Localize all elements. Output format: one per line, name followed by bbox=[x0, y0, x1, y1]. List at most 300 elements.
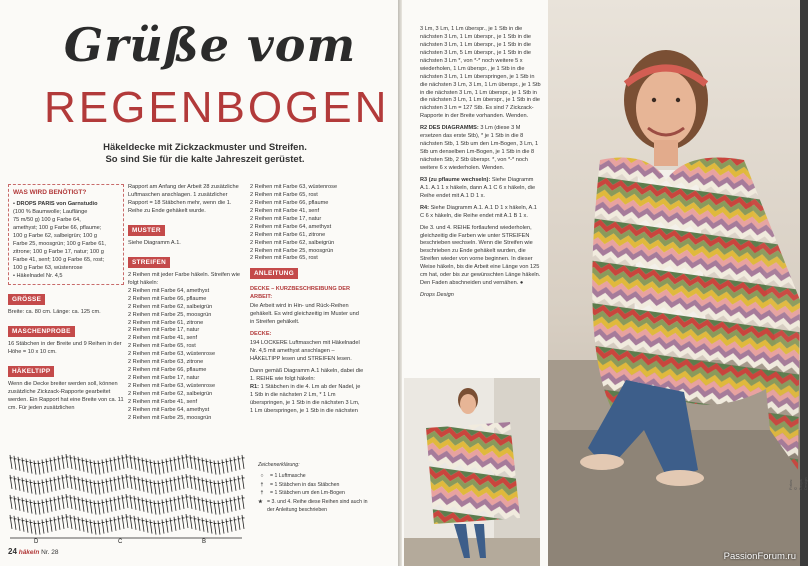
stitch-symbol bbox=[46, 459, 48, 473]
stitch-symbol bbox=[174, 477, 176, 491]
stripe-row: 2 Reihen mit Farbe 64, amethyst bbox=[128, 406, 210, 413]
page-footer-left bbox=[8, 547, 58, 556]
stitch-symbol bbox=[234, 497, 236, 511]
stripe-row: 2 Reihen mit Farbe 65, rost bbox=[250, 255, 318, 262]
stitch-symbol bbox=[102, 460, 104, 474]
stitch-symbol bbox=[194, 496, 196, 510]
stitch-symbol bbox=[98, 501, 100, 515]
stitch-symbol bbox=[38, 481, 40, 495]
stitch-symbol bbox=[154, 481, 156, 495]
stitch-symbol bbox=[174, 497, 176, 511]
chart-repeat-label: B bbox=[202, 539, 207, 545]
stitch-symbol bbox=[222, 520, 224, 534]
stripe-row: 2 Reihen mit Farbe 63, zitrone bbox=[128, 359, 204, 366]
column-materials bbox=[8, 184, 124, 416]
stitch-symbol bbox=[170, 458, 172, 472]
stripe-row: 2 Reihen mit Farbe 66, pflaume bbox=[250, 199, 329, 206]
stitch-symbol bbox=[118, 516, 120, 530]
chain-icon: ○ bbox=[260, 472, 264, 479]
materials-line: (100 % Baumwolle; Lauflänge bbox=[13, 209, 88, 216]
stitch-symbol bbox=[234, 477, 236, 491]
stitch-symbol bbox=[226, 499, 228, 513]
stitch-symbol bbox=[186, 474, 188, 488]
stitch-symbol bbox=[70, 455, 72, 469]
stitch-symbol bbox=[46, 479, 48, 493]
stitch-symbol bbox=[138, 457, 140, 471]
stitch-symbol bbox=[94, 521, 96, 535]
row4-label: R4: bbox=[420, 204, 430, 211]
stitch-symbol bbox=[114, 517, 116, 531]
stripe-row: 2 Reihen mit Farbe 63, wüstenrose bbox=[128, 383, 216, 389]
dann-text: Dann gemäß Diagramm A.1 häkeln, dabei die 1. REIHE wie folgt häkeln: bbox=[250, 367, 364, 382]
stitch-symbol bbox=[18, 477, 20, 491]
materials-line: zitrone; 100 g Farbe 17, natur; 100 g bbox=[13, 248, 104, 255]
stitch-symbol bbox=[70, 475, 72, 489]
stitch-symbol bbox=[154, 521, 156, 535]
section-groesse: GRÖSSE bbox=[8, 294, 45, 305]
materials-line: 75 m/50 g) 100 g Farbe 64, bbox=[13, 217, 81, 224]
stitch-symbol bbox=[178, 456, 180, 470]
stitch-symbol bbox=[90, 460, 92, 474]
stitch-symbol bbox=[190, 515, 192, 529]
stitch-symbol bbox=[214, 521, 216, 535]
stitch-symbol bbox=[106, 499, 108, 513]
title-main: REGENBOGEN bbox=[44, 83, 390, 132]
yarn-name: DROPS PARIS von Garnstudio bbox=[16, 201, 98, 208]
stitch-symbol bbox=[78, 517, 80, 531]
stitch-symbol bbox=[26, 479, 28, 493]
section-haekeltipp: HÄKELTIPP bbox=[8, 366, 54, 377]
stitch-symbol bbox=[26, 519, 28, 533]
stitch-symbol bbox=[226, 459, 228, 473]
stitch-symbol bbox=[142, 458, 144, 472]
stitch-symbol bbox=[230, 478, 232, 492]
stitch-symbol bbox=[102, 480, 104, 494]
stitch-symbol bbox=[182, 495, 184, 509]
stitch-symbol bbox=[202, 498, 204, 512]
stitch-symbol bbox=[106, 519, 108, 533]
stitch-symbol bbox=[162, 520, 164, 534]
stripe-row: 2 Reihen mit Farbe 17, natur bbox=[128, 327, 200, 334]
stitch-symbol bbox=[98, 481, 100, 495]
stitch-symbol bbox=[190, 455, 192, 469]
issue-number: Nr. 28 bbox=[41, 549, 59, 556]
materials-hook: • Häkelnadel Nr. 4,5 bbox=[13, 272, 63, 279]
stitch-symbol bbox=[122, 515, 124, 529]
stitch-symbol bbox=[130, 475, 132, 489]
stitch-symbol bbox=[54, 497, 56, 511]
stitch-symbol bbox=[118, 476, 120, 490]
stitch-symbol bbox=[198, 477, 200, 491]
stripe-row: 2 Reihen mit Farbe 64, amethyst bbox=[250, 223, 332, 230]
stitch-symbol bbox=[158, 461, 160, 475]
stitch-symbol bbox=[214, 461, 216, 475]
row1-instruction bbox=[250, 384, 364, 416]
stitch-symbol bbox=[54, 517, 56, 531]
stitch-symbol bbox=[142, 518, 144, 532]
rapport-text: Rapport am Anfang der Arbeit 28 zusätzliche Luftmaschen anschlagen. 1 zusätzlicher Rapport = 18 Stäbchen mehr, wenn die 1. Reihe zu Ende gehäkelt wurde. bbox=[128, 184, 239, 214]
stitch-symbol bbox=[42, 460, 44, 474]
stitch-symbol bbox=[154, 501, 156, 515]
page-number: 24 bbox=[8, 547, 17, 556]
row4-text: Siehe Diagramm A.1. A.1 D 1 x häkeln, A.1 C 6 x häkeln, die Reihe endet mit A.1 B 1 x. bbox=[420, 204, 537, 219]
stripe-row: 2 Reihen mit Farbe 25, moosgrün bbox=[250, 247, 334, 254]
materials-title: WAS WIRD BENÖTIGT? bbox=[13, 189, 87, 196]
row4-instruction bbox=[420, 205, 542, 221]
stitch-symbol bbox=[206, 479, 208, 493]
stitch-symbol bbox=[162, 480, 164, 494]
stitch-symbol bbox=[102, 520, 104, 534]
stitch-symbol bbox=[170, 498, 172, 512]
muster-text: Siehe Diagramm A.1. bbox=[128, 239, 181, 246]
stitch-symbol bbox=[94, 481, 96, 495]
stitch-symbol bbox=[10, 495, 12, 509]
stitch-symbol bbox=[214, 501, 216, 515]
stitch-symbol bbox=[102, 500, 104, 514]
stitch-symbol bbox=[50, 498, 52, 512]
stitch-symbol bbox=[206, 499, 208, 513]
stitch-symbol bbox=[82, 498, 84, 512]
stripe-row: 2 Reihen mit Farbe 61, zitrone bbox=[128, 319, 204, 326]
stitch-symbol bbox=[138, 477, 140, 491]
stitch-symbol bbox=[146, 519, 148, 533]
haekeltipp-text: Wenn die Decke breiter werden soll, können zusätzliche Zickzack-Rapporte gearbeitet werden. Ein Rapport hat eine Breite von ca. 11 cm. Für jeden zusätzlichen bbox=[8, 380, 124, 411]
stitch-symbol bbox=[138, 517, 140, 531]
stitch-symbol bbox=[34, 501, 36, 515]
stitch-symbol bbox=[126, 494, 128, 508]
maschenprobe-text: 16 Stäbchen in der Breite und 9 Reihen in der Höhe = 10 x 10 cm. bbox=[8, 340, 122, 355]
stitch-symbol bbox=[238, 456, 240, 470]
stitch-symbol bbox=[110, 478, 112, 492]
stitch-symbol bbox=[150, 460, 152, 474]
stitch-symbol bbox=[166, 479, 168, 493]
stripe-row: 2 Reihen mit Farbe 63, wüstenrose bbox=[250, 184, 338, 190]
materials-line: 100 g Farbe 62, salbeigrün; 100 g bbox=[13, 232, 97, 239]
stripe-row: 2 Reihen mit Farbe 66, pflaume bbox=[128, 367, 207, 374]
stitch-symbol bbox=[34, 461, 36, 475]
right-page bbox=[402, 0, 808, 566]
stitch-symbol bbox=[130, 515, 132, 529]
stripe-row: 2 Reihen mit Farbe 65, rost bbox=[128, 343, 196, 350]
stitch-symbol bbox=[130, 455, 132, 469]
stitch-symbol bbox=[146, 499, 148, 513]
legend-item bbox=[258, 482, 368, 490]
decke-short-heading: DECKE – KURZBESCHREIBUNG DER ARBEIT: bbox=[250, 286, 351, 301]
stitch-symbol bbox=[138, 497, 140, 511]
stitch-symbol bbox=[182, 515, 184, 529]
stripe-row: 2 Reihen mit Farbe 62, salbeigrün bbox=[250, 239, 335, 246]
stitch-symbol bbox=[18, 497, 20, 511]
photo-woman-holding-blanket bbox=[404, 378, 540, 566]
stitch-symbol bbox=[70, 515, 72, 529]
stitch-symbol bbox=[186, 454, 188, 468]
stitch-symbol bbox=[134, 496, 136, 510]
stitch-symbol bbox=[186, 494, 188, 508]
crochet-chart bbox=[6, 446, 252, 544]
row3-text: Siehe Diagramm A.1. A.1 1 x häkeln, dann A.1 C 6 x häkeln, die Reihe endet mit A.1 D 1 x. bbox=[420, 176, 536, 199]
magazine-name: häkeln bbox=[18, 549, 40, 556]
stitch-symbol bbox=[142, 478, 144, 492]
stitch-symbol bbox=[98, 521, 100, 535]
stitch-symbol bbox=[46, 499, 48, 513]
materials-line: Farbe 41, senf; 100 g Farbe 65, rost; bbox=[13, 256, 105, 263]
stitch-symbol bbox=[90, 520, 92, 534]
stitch-symbol bbox=[58, 456, 60, 470]
stitch-symbol bbox=[30, 500, 32, 514]
stitch-symbol bbox=[118, 496, 120, 510]
stitch-symbol bbox=[186, 514, 188, 528]
decke-heading: DECKE: bbox=[250, 331, 272, 338]
materials-box bbox=[8, 184, 124, 285]
stitch-symbol bbox=[30, 480, 32, 494]
legend-item bbox=[258, 499, 368, 515]
stitch-symbol bbox=[174, 457, 176, 471]
stitch-symbol bbox=[158, 501, 160, 515]
stitch-symbol bbox=[50, 518, 52, 532]
subtitle bbox=[40, 142, 370, 167]
stitch-symbol bbox=[234, 517, 236, 531]
stitch-symbol bbox=[58, 476, 60, 490]
stitch-symbol bbox=[106, 479, 108, 493]
stitch-symbol bbox=[222, 480, 224, 494]
stitch-symbol bbox=[142, 498, 144, 512]
design-credit: Drops Design bbox=[420, 292, 454, 299]
row3-label: R3 (zu pflaume wechseln): bbox=[420, 176, 491, 183]
section-streifen: STREIFEN bbox=[128, 257, 170, 268]
stitch-symbol bbox=[62, 495, 64, 509]
stitch-symbol bbox=[158, 521, 160, 535]
stitch-symbol bbox=[230, 458, 232, 472]
chart-legend bbox=[258, 462, 368, 516]
stitch-symbol bbox=[134, 516, 136, 530]
stitch-symbol bbox=[122, 455, 124, 469]
stitch-symbol bbox=[242, 455, 244, 469]
stitch-symbol bbox=[162, 500, 164, 514]
stitch-symbol bbox=[130, 495, 132, 509]
stitch-symbol bbox=[214, 481, 216, 495]
stitch-symbol bbox=[150, 500, 152, 514]
stitch-symbol bbox=[14, 456, 16, 470]
stripe-list bbox=[128, 288, 246, 423]
stitch-symbol bbox=[226, 479, 228, 493]
stitch-symbol bbox=[230, 518, 232, 532]
legend-text: = 1 Stäbchen in das Stäbchen bbox=[270, 481, 340, 488]
stitch-symbol bbox=[30, 460, 32, 474]
row1-text: 1 Stäbchen in die 4. Lm ab der Nadel, je 1 Stb in die nächsten 2 Lm, * 1 Lm überspringen, je 1 Stb in die nächsten 3 Lm, 1 Lm überspringen, je 1 Stb in die nächsten bbox=[250, 383, 361, 414]
stitch-symbol bbox=[210, 460, 212, 474]
stitch-symbol bbox=[94, 461, 96, 475]
stitch-symbol bbox=[110, 518, 112, 532]
stitch-symbol bbox=[106, 459, 108, 473]
stitch-symbol bbox=[38, 521, 40, 535]
stitch-symbol bbox=[30, 520, 32, 534]
double-crochet-icon: † bbox=[260, 481, 264, 488]
row1-continued: 3 Lm, 3 Lm, 1 Lm überspr., je 1 Stb in die nächsten 3 Lm, 1 Lm überspr., je 1 Stb in die nächsten 3 Lm, 1 Lm überspr., je 1 Stb in die nächsten 3 Lm, 5 Lm überspr., je 1 Stb in die nächsten 3 Lm *, von *-* noch weitere 5 x wiederholen, 1 Lm überspr., je 1 Stb in die nächsten 3 Lm, 1 Lm überspringen, je 1 Stb in die nächsten 3 Lm, 3 Lm, 1 Lm überspr., je 1 Stb in die nächsten 3 Lm, 1 Lm überspr., je 1 Stb in die nächsten 3 Lm, 1 Lm überspr., je 1 Stb in die nächsten 3 Lm = 127 Stb. Es sind 7 Zickzack-Rapporte in der Breite vorhanden. Wenden. bbox=[420, 26, 541, 120]
star-icon: ★ bbox=[258, 499, 263, 506]
stitch-symbol bbox=[210, 520, 212, 534]
stitch-symbol bbox=[78, 457, 80, 471]
stitch-symbol bbox=[210, 500, 212, 514]
stitch-symbol bbox=[82, 518, 84, 532]
stitch-symbol bbox=[134, 476, 136, 490]
stitch-symbol bbox=[194, 456, 196, 470]
left-page bbox=[0, 0, 398, 566]
stitch-symbol bbox=[78, 477, 80, 491]
stitch-symbol bbox=[198, 457, 200, 471]
groesse-text: Breite: ca. 80 cm. Länge: ca. 125 cm. bbox=[8, 308, 101, 315]
materials-line: 100 g Farbe 63, wüstenrose bbox=[13, 264, 83, 271]
stitch-symbol bbox=[114, 457, 116, 471]
stitch-symbol bbox=[14, 516, 16, 530]
stitch-symbol bbox=[166, 459, 168, 473]
stripe-row: 2 Reihen mit Farbe 41, senf bbox=[128, 398, 198, 405]
stripe-row: 2 Reihen mit Farbe 25, moosgrün bbox=[128, 414, 212, 421]
stitch-symbol bbox=[202, 518, 204, 532]
stitch-symbol bbox=[26, 499, 28, 513]
stitch-symbol bbox=[190, 495, 192, 509]
materials-line: Farbe 25, moosgrün; 100 g Farbe 61, bbox=[13, 240, 106, 247]
stitch-symbol bbox=[182, 475, 184, 489]
stitch-symbol bbox=[22, 458, 24, 472]
stitch-symbol bbox=[242, 495, 244, 509]
stitch-symbol bbox=[50, 478, 52, 492]
stitch-symbol bbox=[206, 459, 208, 473]
stitch-symbol bbox=[110, 458, 112, 472]
stitch-symbol bbox=[62, 455, 64, 469]
row1-label: R1: bbox=[250, 383, 260, 390]
stitch-symbol bbox=[14, 476, 16, 490]
stitch-symbol bbox=[242, 475, 244, 489]
stitch-symbol bbox=[218, 481, 220, 495]
stitch-symbol bbox=[74, 496, 76, 510]
stitch-symbol bbox=[182, 455, 184, 469]
stitch-symbol bbox=[126, 514, 128, 528]
stitch-symbol bbox=[178, 516, 180, 530]
stitch-symbol bbox=[86, 519, 88, 533]
stitch-symbol bbox=[86, 479, 88, 493]
stitch-symbol bbox=[118, 456, 120, 470]
stitch-symbol bbox=[170, 518, 172, 532]
stitch-symbol bbox=[66, 474, 68, 488]
stitch-symbol bbox=[86, 459, 88, 473]
stitch-symbol bbox=[210, 480, 212, 494]
stitch-symbol bbox=[34, 481, 36, 495]
chart-repeat-label: D bbox=[34, 539, 39, 545]
streifen-intro: 2 Reihen mit jeder Farbe häkeln. Streifen wie folgt häkeln: bbox=[128, 271, 240, 286]
stitch-symbol bbox=[218, 521, 220, 535]
stitch-symbol bbox=[206, 519, 208, 533]
section-muster: MUSTER bbox=[128, 225, 165, 236]
stitch-symbol bbox=[18, 457, 20, 471]
stripe-row: 2 Reihen mit Farbe 61, zitrone bbox=[250, 231, 326, 238]
stitch-symbol bbox=[194, 516, 196, 530]
stitch-symbol bbox=[42, 500, 44, 514]
stripe-row: 2 Reihen mit Farbe 62, salbeigrün bbox=[128, 390, 213, 397]
stitch-symbol bbox=[226, 519, 228, 533]
stripe-row: 2 Reihen mit Farbe 17, natur bbox=[128, 375, 200, 382]
photo-woman-blanket bbox=[548, 0, 800, 566]
legend-item bbox=[258, 473, 368, 481]
stitch-symbol bbox=[134, 456, 136, 470]
stitch-symbol bbox=[166, 519, 168, 533]
stripe-row: 2 Reihen mit Farbe 17, natur bbox=[250, 215, 322, 222]
stitch-symbol bbox=[62, 475, 64, 489]
stitch-symbol bbox=[122, 475, 124, 489]
stitch-symbol bbox=[238, 516, 240, 530]
stitch-symbol bbox=[202, 478, 204, 492]
stitch-symbol bbox=[146, 479, 148, 493]
stitch-symbol bbox=[66, 494, 68, 508]
stitch-symbol bbox=[54, 477, 56, 491]
stitch-symbol bbox=[82, 458, 84, 472]
stitch-symbol bbox=[10, 455, 12, 469]
stitch-symbol bbox=[150, 480, 152, 494]
stitch-symbol bbox=[62, 515, 64, 529]
stitch-symbol bbox=[110, 498, 112, 512]
stitch-symbol bbox=[126, 454, 128, 468]
materials-line: amethyst; 100 g Farbe 66, pflaume; bbox=[13, 225, 102, 232]
stitch-symbol bbox=[38, 461, 40, 475]
stitch-symbol bbox=[222, 500, 224, 514]
stitch-symbol bbox=[190, 475, 192, 489]
stitch-symbol bbox=[242, 515, 244, 529]
stitch-symbol bbox=[50, 458, 52, 472]
stitch-symbol bbox=[22, 518, 24, 532]
stitch-symbol bbox=[42, 520, 44, 534]
stripe-row: 2 Reihen mit Farbe 64, amethyst bbox=[128, 287, 210, 294]
stitch-symbol bbox=[122, 495, 124, 509]
column-continued bbox=[420, 26, 542, 300]
stitch-symbol bbox=[18, 517, 20, 531]
legend-text: = 3. und 4. Reihe diese Reihen sind auch in der Anleitung beschrieben bbox=[266, 499, 368, 513]
stitch-symbol bbox=[90, 500, 92, 514]
stitch-symbol bbox=[14, 496, 16, 510]
watermark: PassionForum.ru bbox=[723, 551, 796, 562]
stripe-list-continued bbox=[250, 184, 364, 263]
stitch-symbol bbox=[74, 476, 76, 490]
stitch-symbol bbox=[42, 480, 44, 494]
stitch-symbol bbox=[54, 457, 56, 471]
stitch-symbol bbox=[238, 496, 240, 510]
stitch-symbol bbox=[98, 461, 100, 475]
stitch-symbol bbox=[74, 456, 76, 470]
stitch-symbol bbox=[58, 496, 60, 510]
stitch-symbol bbox=[46, 519, 48, 533]
subtitle-line: So sind Sie für die kalte Jahreszeit gerüstet. bbox=[105, 154, 305, 166]
stitch-symbol bbox=[66, 454, 68, 468]
stripe-row: 2 Reihen mit Farbe 63, wüstenrose bbox=[128, 351, 216, 358]
stitch-symbol bbox=[198, 497, 200, 511]
stitch-symbol bbox=[114, 497, 116, 511]
double-crochet-around-icon: † bbox=[260, 490, 264, 497]
stitch-symbol bbox=[10, 515, 12, 529]
stitch-symbol bbox=[82, 478, 84, 492]
stitch-symbol bbox=[94, 501, 96, 515]
stitch-symbol bbox=[74, 516, 76, 530]
stitch-symbol bbox=[198, 517, 200, 531]
stitch-symbol bbox=[202, 458, 204, 472]
stitch-symbol bbox=[174, 517, 176, 531]
chart-repeat-label: C bbox=[118, 539, 123, 545]
legend-title: Zeichenerklärung: bbox=[258, 462, 300, 468]
repeat-instruction: Die 3. und 4. REIHE fortlaufend wiederholen, gleichzeitig die Farben wie unter STREIFEN beschrieben wechseln. Wenn die Streifen wie beschrieben zu Ende gehäkelt wurden, die Streifen wieder von vorne beginnen. In dieser Weise häkeln, bis die Arbeit eine Länge von 125 cm hat, oder bis zur gewünschten Länge häkeln. Den Faden abschneiden und vernähen. ● bbox=[420, 224, 541, 287]
photo-credit: Fotos: © Drops Design bbox=[788, 477, 808, 490]
stitch-symbol bbox=[178, 476, 180, 490]
stitch-symbol bbox=[230, 498, 232, 512]
stitch-symbol bbox=[34, 521, 36, 535]
stripe-row: 2 Reihen mit Farbe 25, moosgrün bbox=[128, 311, 212, 318]
stitch-symbol bbox=[178, 496, 180, 510]
